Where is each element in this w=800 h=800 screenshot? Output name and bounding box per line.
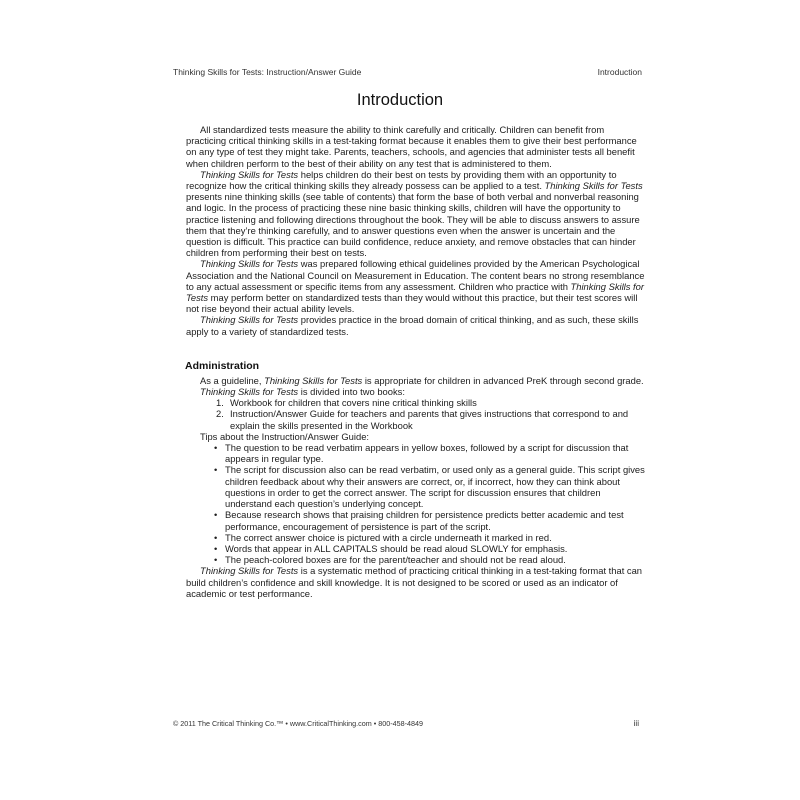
bullet-icon: • [214, 531, 218, 543]
list-item [214, 532, 646, 543]
book-title-italic: Thinking Skills for Tests [200, 565, 299, 577]
tips-list [186, 442, 646, 565]
intro-paragraph [186, 124, 646, 169]
text-run: helps children do their best on tests by providing them with an opportunity to recognize how the critical thinking skills they already possess can be applied to a test. [186, 168, 617, 192]
text-run: may perform better on standardized tests than they would without this practice, but their test scores will not rise beyond their actual ability levels. [186, 292, 638, 315]
list-item [214, 543, 646, 554]
page-footer [173, 719, 639, 728]
list-item [216, 408, 646, 430]
page-title: Introduction [356, 91, 444, 109]
book-title-italic: Thinking Skills for Tests [544, 180, 643, 192]
intro-paragraph [186, 169, 646, 259]
list-item [214, 554, 646, 565]
text-run: presents nine thinking skills (see table of contents) that form the base of both verbal and nonverbal reasoning and logic. In the process of practicing these nine basic thinking skills, children will have the opportunity to practice listening and following directions throughout the book. They will be able to discuss answers to assure them that they’re thinking carefully, and to answer questions even when the answer is uncertain and the question is difficult. This practice can build confidence, reduce anxiety, and remove obstacles that can hinder children from performing their best on tests. [186, 191, 640, 259]
list-item-text: The correct answer choice is pictured with a circle underneath it marked in red. [225, 531, 552, 543]
document-body [186, 124, 646, 599]
book-title-italic: Thinking Skills for Tests [200, 386, 299, 398]
list-item-text: Words that appear in ALL CAPITALS should be read aloud SLOWLY for emphasis. [225, 542, 568, 554]
bullet-icon: • [214, 442, 218, 454]
admin-paragraph [186, 375, 646, 386]
text-run: is divided into two books: [298, 386, 405, 398]
list-item-text: Because research shows that praising children for persistence predicts better academic and test performance, encouragement of persistence is part of the script. [225, 509, 624, 532]
page-number: iii [633, 719, 639, 728]
list-item-text: The script for discussion also can be read verbatim, or used only as a general guide. This script gives children feedback about why their answers are correct, or, if incorrect, how they can think about questions in order to get the correct answer. The script for discussion ensures that children understand each question’s underlying concept. [225, 464, 645, 510]
list-number: 2. [216, 408, 224, 420]
header-book-title: Thinking Skills for Tests: Instruction/Answer Guide [173, 67, 362, 77]
tips-heading: Tips about the Instruction/Answer Guide: [200, 430, 370, 442]
list-item [214, 509, 646, 531]
text-run: All standardized tests measure the ability to think carefully and critically. Children can benefit from practicing critical thinking skills in a test-taking format because it enables them to give their best performance on any type of test they might take. Parents, teachers, schools, and agencies that administer tests all benefit when children perform to the best of their ability on any test that is administered to them. [186, 124, 637, 169]
book-title-italic: Thinking Skills for Tests [264, 374, 363, 386]
admin-paragraph [186, 386, 646, 397]
book-title-italic: Thinking Skills for Tests [200, 168, 299, 180]
list-item [216, 397, 646, 408]
list-item-text: Workbook for children that covers nine critical thinking skills [230, 397, 477, 409]
book-title-italic: Thinking Skills for Tests [200, 258, 299, 270]
books-list [186, 397, 646, 431]
list-item-text: Instruction/Answer Guide for teachers and parents that gives instructions that correspond to and explain the skills presented in the Workbook [230, 408, 629, 431]
list-number: 1. [216, 397, 224, 409]
text-run: provides practice in the broad domain of critical thinking, and as such, these skills apply to a variety of standardized tests. [186, 314, 639, 337]
list-item [214, 442, 646, 464]
section-heading-administration: Administration [185, 359, 260, 372]
administration-section [186, 375, 646, 599]
footer-copyright: © 2011 The Critical Thinking Co.™ • www.CriticalThinking.com • 800-458-4849 [173, 719, 424, 728]
bullet-icon: • [214, 542, 218, 554]
text-run: As a guideline, [200, 374, 265, 386]
list-item-text: The question to be read verbatim appears in yellow boxes, followed by a script for discussion that appears in regular type. [225, 442, 629, 465]
text-run: was prepared following ethical guidelines provided by the American Psychological Association and the National Council on Measurement in Education. The content bears no strong resemblance to any actual assessment or specific items from any assessment. Children who practice with [186, 258, 645, 292]
running-header [173, 67, 642, 77]
bullet-icon: • [214, 554, 218, 566]
text-run: is appropriate for children in advanced PreK through second grade. [362, 374, 644, 386]
book-title-italic: Thinking Skills for Tests [186, 280, 644, 304]
intro-paragraph [186, 258, 646, 314]
closing-paragraph [186, 565, 646, 599]
intro-paragraph [186, 314, 646, 336]
header-section: Introduction [597, 67, 642, 77]
list-item [214, 464, 646, 509]
intro-section [186, 124, 646, 337]
bullet-icon: • [214, 464, 218, 476]
text-run: is a systematic method of practicing critical thinking in a test-taking format that can build children’s confidence and skill knowledge. It is not designed to be scored or used as an indicator of academic or test performance. [186, 565, 643, 599]
bullet-icon: • [214, 509, 218, 521]
list-item-text: The peach-colored boxes are for the parent/teacher and should not be read aloud. [225, 554, 566, 566]
book-title-italic: Thinking Skills for Tests [200, 314, 299, 326]
